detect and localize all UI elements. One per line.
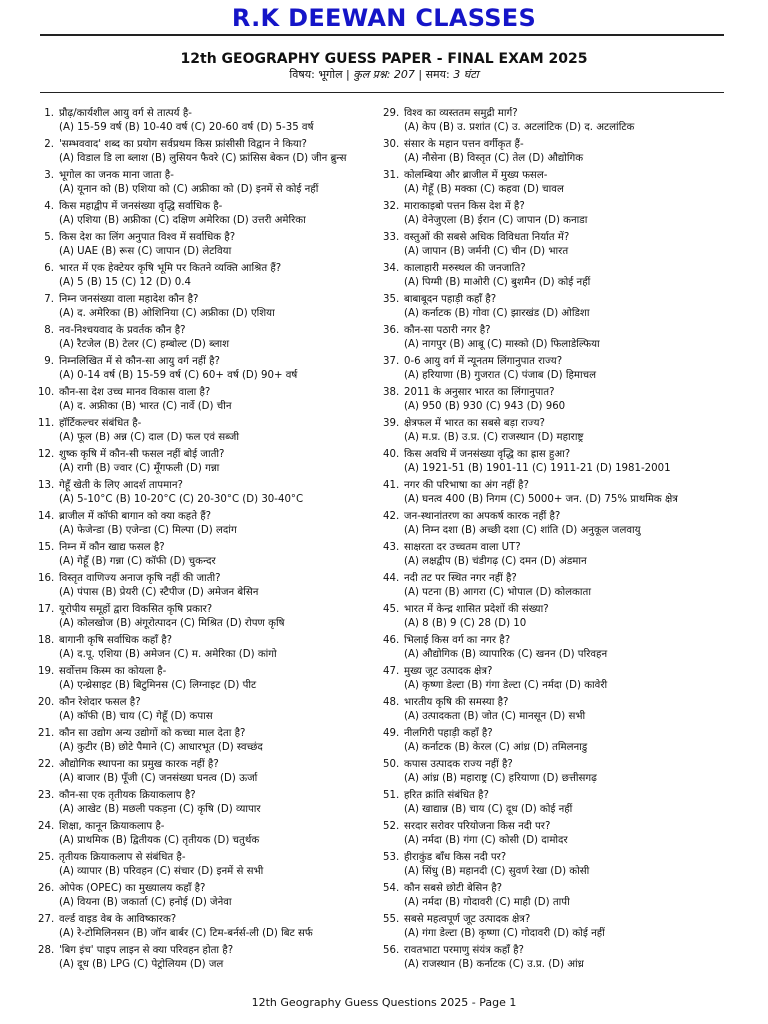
question-number: 28. <box>38 945 55 956</box>
question-text: हीराकुंड बाँध किस नदी पर? <box>404 852 507 863</box>
question-item <box>383 541 728 572</box>
question-number: 55. <box>383 914 400 925</box>
question-item <box>383 789 728 820</box>
question-options: (A) लक्षद्वीप (B) चंडीगढ़ (C) दमन (D) अंडमान <box>404 556 587 567</box>
question-options: (A) 5 (B) 15 (C) 12 (D) 0.4 <box>59 277 191 288</box>
question-options: (A) कोलखोज (B) अंगूरोत्पादन (C) मिश्रित (D) रोपण कृषि <box>59 618 285 629</box>
question-number: 13. <box>38 480 55 491</box>
question-item <box>38 448 373 479</box>
question-text: भारतीय कृषि की समस्या है? <box>404 697 509 708</box>
question-number: 38. <box>383 387 400 398</box>
question-number: 53. <box>383 852 400 863</box>
question-text: निम्नलिखित में से कौन-सा आयु वर्ग नहीं है? <box>59 356 220 367</box>
question-options: (A) हरियाणा (B) गुजरात (C) पंजाब (D) हिमाचल <box>404 370 597 381</box>
question-options: (A) केप (B) उ. प्रशांत (C) उ. अटलांटिक (D) द. अटलांटिक <box>404 122 635 133</box>
question-item <box>38 572 373 603</box>
question-item <box>38 603 373 634</box>
question-text: हॉर्टिकल्चर संबंधित है- <box>59 418 142 429</box>
question-options: (A) घनत्व 400 (B) निगम (C) 5000+ जन. (D) 75% प्राथमिक क्षेत्र <box>404 494 678 505</box>
question-number: 44. <box>383 573 400 584</box>
question-options: (A) UAE (B) रूस (C) जापान (D) लेटविया <box>59 246 232 257</box>
question-text: हरित क्रांति संबंधित है? <box>404 790 489 801</box>
question-number: 4. <box>44 201 54 212</box>
question-options: (A) सिंधु (B) महानदी (C) सुवर्ण रेखा (D) कोसी <box>404 866 590 877</box>
question-number: 21. <box>38 728 55 739</box>
question-number: 8. <box>44 325 54 336</box>
question-item <box>38 200 373 231</box>
question-number: 46. <box>383 635 400 646</box>
total-value: 207 <box>393 68 415 81</box>
question-number: 18. <box>38 635 55 646</box>
question-options: (A) रे-टोमिलिनसन (B) जॉन बार्बर (C) टिम-बर्नर्स-ली (D) बिट सर्फ <box>59 928 313 939</box>
question-item <box>383 727 728 758</box>
question-item <box>383 448 728 479</box>
question-text: सबसे महत्वपूर्ण जूट उत्पादक क्षेत्र? <box>404 914 531 925</box>
question-item <box>383 758 728 789</box>
time-value: 3 घंटा <box>453 68 479 81</box>
question-number: 36. <box>383 325 400 336</box>
question-options: (A) नौसेना (B) विस्तृत (C) तेल (D) औद्योगिक <box>404 153 584 164</box>
question-text: निम्न जनसंख्या वाला महादेश कौन है? <box>59 294 199 305</box>
question-options: (A) राजस्थान (B) कर्नाटक (C) उ.प्र. (D) आंध्र <box>404 959 584 970</box>
question-text: 'सम्भववाद' शब्द का प्रयोग सर्वप्रथम किस फ्रांसीसी विद्वान ने किया? <box>59 139 307 150</box>
question-text: कपास उत्पादक राज्य नहीं है? <box>404 759 513 770</box>
question-item <box>38 541 373 572</box>
question-item <box>383 293 728 324</box>
question-options: (A) फेजेन्डा (B) एजेन्डा (C) मिल्पा (D) लदांग <box>59 525 237 536</box>
question-number: 15. <box>38 542 55 553</box>
question-item <box>38 107 373 138</box>
question-options: (A) विडाल डि ला ब्लाश (B) लुसियन फैवरे (C) फ्रांसिस बेकन (D) जीन ब्रुन्स <box>59 153 347 164</box>
question-number: 22. <box>38 759 55 770</box>
question-number: 5. <box>44 232 54 243</box>
question-number: 32. <box>383 201 400 212</box>
question-item <box>383 882 728 913</box>
question-text: ब्राजील में कॉफी बागान को क्या कहते हैं? <box>59 511 212 522</box>
question-number: 1. <box>44 108 54 119</box>
question-options: (A) वेनेजुएला (B) ईरान (C) जापान (D) कनाडा <box>404 215 588 226</box>
question-text: यूरोपीय समूहों द्वारा विकसित कृषि प्रकार? <box>59 604 213 615</box>
question-item <box>38 696 373 727</box>
question-number: 3. <box>44 170 54 181</box>
question-item <box>38 820 373 851</box>
question-text: शुष्क कृषि में कौन-सी फसल नहीं बोई जाती? <box>59 449 225 460</box>
question-number: 6. <box>44 263 54 274</box>
question-item <box>38 231 373 262</box>
meta-separator: | <box>418 68 426 81</box>
question-options: (A) दूध (B) LPG (C) पेट्रोलियम (D) जल <box>59 959 224 970</box>
question-text: जन-स्थानांतरण का अपकर्ष कारक नहीं है? <box>404 511 561 522</box>
question-item <box>383 324 728 355</box>
question-options: (A) उत्पादकता (B) जोत (C) मानसून (D) सभी <box>404 711 586 722</box>
question-options: (A) नागपुर (B) आबू (C) मास्को (D) फिलाडेल्फिया <box>404 339 600 350</box>
question-text: विश्व का व्यस्ततम समुद्री मार्ग? <box>404 108 518 119</box>
question-item <box>383 851 728 882</box>
question-item <box>383 169 728 200</box>
question-number: 42. <box>383 511 400 522</box>
question-item <box>38 262 373 293</box>
question-text: कौन सा उद्योग अन्य उद्योगों को कच्चा माल देता है? <box>59 728 246 739</box>
question-number: 34. <box>383 263 400 274</box>
question-item <box>38 634 373 665</box>
question-number: 43. <box>383 542 400 553</box>
question-text: निम्न में कौन खाद्य फसल है? <box>59 542 165 553</box>
question-text: औद्योगिक स्थापना का प्रमुख कारक नहीं है? <box>59 759 219 770</box>
question-item <box>383 355 728 386</box>
question-text: कौन-सा देश उच्च मानव विकास वाला है? <box>59 387 211 398</box>
question-options: (A) द. अमेरिका (B) ओशिनिया (C) अफ्रीका (D) एशिया <box>59 308 275 319</box>
question-text: विस्तृत वाणिज्य अनाज कृषि नहीं की जाती? <box>59 573 221 584</box>
question-number: 25. <box>38 852 55 863</box>
question-text: क्षेत्रफल में भारत का सबसे बड़ा राज्य? <box>404 418 545 429</box>
question-item <box>383 634 728 665</box>
question-options: (A) प्राथमिक (B) द्वितीयक (C) तृतीयक (D) चतुर्थक <box>59 835 260 846</box>
question-text: भिलाई किस वर्ग का नगर है? <box>404 635 511 646</box>
question-options: (A) 950 (B) 930 (C) 943 (D) 960 <box>404 401 566 412</box>
question-item <box>383 138 728 169</box>
question-options: (A) 15-59 वर्ष (B) 10-40 वर्ष (C) 20-60 वर्ष (D) 5-35 वर्ष <box>59 122 314 133</box>
time-label: समय: <box>425 68 450 81</box>
question-options: (A) कर्नाटक (B) गोवा (C) झारखंड (D) ओडिशा <box>404 308 590 319</box>
question-options: (A) कॉफी (B) चाय (C) गेहूँ (D) कपास <box>59 711 213 722</box>
question-text: कोलम्बिया और ब्राजील में मुख्य फसल- <box>404 170 548 181</box>
question-text: संसार के महान पत्तन वर्गीकृत हैं- <box>404 139 524 150</box>
question-item <box>38 293 373 324</box>
question-text: वस्तुओं की सबसे अधिक विविधता निर्यात में? <box>404 232 570 243</box>
question-item <box>38 789 373 820</box>
question-options: (A) कुटीर (B) छोटे पैमाने (C) आधारभूत (D) स्वच्छंद <box>59 742 263 753</box>
question-options: (A) 5-10°C (B) 10-20°C (C) 20-30°C (D) 30-40°C <box>59 494 304 505</box>
question-text: कौन-सा एक तृतीयक क्रियाकलाप है? <box>59 790 196 801</box>
question-item <box>383 820 728 851</box>
question-options: (A) गेहूँ (B) मक्का (C) कहवा (D) चावल <box>404 184 564 195</box>
question-item <box>383 913 728 944</box>
question-text: बाबाबूदन पहाड़ी कहाँ है? <box>404 294 497 305</box>
question-item <box>38 727 373 758</box>
question-text: नव-निश्चयवाद के प्रवर्तक कौन है? <box>59 325 186 336</box>
paper-title: 12th GEOGRAPHY GUESS PAPER - FINAL EXAM 2025 <box>180 51 588 67</box>
question-number: 56. <box>383 945 400 956</box>
question-text: किस देश का लिंग अनुपात विश्व में सर्वाधिक है? <box>59 232 236 243</box>
question-options: (A) बाजार (B) पूँजी (C) जनसंख्या घनत्व (D) ऊर्जा <box>59 773 258 784</box>
question-options: (A) पटना (B) आगरा (C) भोपाल (D) कोलकाता <box>404 587 591 598</box>
question-text: नदी तट पर स्थित नगर नहीं है? <box>404 573 517 584</box>
question-column-right <box>383 107 728 975</box>
question-options: (A) नर्मदा (B) गंगा (C) कोसी (D) दामोदर <box>404 835 568 846</box>
question-text: भारत में एक हेक्टेयर कृषि भूमि पर कितने व्यक्ति आश्रित हैं? <box>59 263 282 274</box>
title-divider <box>40 92 724 93</box>
question-options: (A) यूनान को (B) एशिया को (C) अफ्रीका को (D) इनमें से कोई नहीं <box>59 184 319 195</box>
question-options: (A) रागी (B) ज्वार (C) मूँगफली (D) गन्ना <box>59 463 220 474</box>
question-item <box>383 944 728 975</box>
question-options: (A) एन्थ्रेसाइट (B) बिटुमिनस (C) लिग्नाइट (D) पीट <box>59 680 257 691</box>
question-number: 39. <box>383 418 400 429</box>
question-item <box>38 386 373 417</box>
question-text: तृतीयक क्रियाकलाप से संबंधित है- <box>59 852 186 863</box>
question-text: सरदार सरोवर परियोजना किस नदी पर? <box>404 821 551 832</box>
question-options: (A) आंध्र (B) महाराष्ट्र (C) हरियाणा (D) छत्तीसगढ़ <box>404 773 597 784</box>
question-number: 12. <box>38 449 55 460</box>
question-number: 31. <box>383 170 400 181</box>
question-item <box>383 665 728 696</box>
question-item <box>383 231 728 262</box>
question-number: 10. <box>38 387 55 398</box>
question-options: (A) द. अफ्रीका (B) भारत (C) नार्वे (D) चीन <box>59 401 232 412</box>
question-number: 23. <box>38 790 55 801</box>
question-text: भूगोल का जनक माना जाता है- <box>59 170 174 181</box>
question-item <box>38 944 373 975</box>
question-options: (A) म.प्र. (B) उ.प्र. (C) राजस्थान (D) महाराष्ट्र <box>404 432 584 443</box>
question-options: (A) 0-14 वर्ष (B) 15-59 वर्ष (C) 60+ वर्ष (D) 90+ वर्ष <box>59 370 298 381</box>
question-item <box>383 696 728 727</box>
question-text: कौन सबसे छोटी बेसिन है? <box>404 883 503 894</box>
question-text: किस महाद्वीप में जनसंख्या वृद्धि सर्वाधिक है- <box>59 201 223 212</box>
question-number: 29. <box>383 108 400 119</box>
question-item <box>38 324 373 355</box>
question-text: वर्ल्ड वाइड वेब के आविष्कारक? <box>59 914 177 925</box>
question-item <box>38 510 373 541</box>
question-number: 19. <box>38 666 55 677</box>
question-text: भारत में केन्द्र शासित प्रदेशों की संख्या? <box>404 604 549 615</box>
question-number: 45. <box>383 604 400 615</box>
question-number: 50. <box>383 759 400 770</box>
question-text: गेहूँ खेती के लिए आदर्श तापमान? <box>59 480 183 491</box>
question-item <box>383 262 728 293</box>
question-options: (A) 8 (B) 9 (C) 28 (D) 10 <box>404 618 527 629</box>
question-item <box>383 107 728 138</box>
question-number: 54. <box>383 883 400 894</box>
question-number: 33. <box>383 232 400 243</box>
question-number: 40. <box>383 449 400 460</box>
question-options: (A) पिग्मी (B) माओरी (C) बुशमैन (D) कोई नहीं <box>404 277 591 288</box>
question-options: (A) कृष्णा डेल्टा (B) गंगा डेल्टा (C) नर्मदा (D) कावेरी <box>404 680 608 691</box>
question-text: बागानी कृषि सर्वाधिक कहाँ है? <box>59 635 173 646</box>
question-text: 2011 के अनुसार भारत का लिंगानुपात? <box>404 387 555 398</box>
question-text: साक्षरता दर उच्चतम वाला UT? <box>404 542 521 553</box>
question-number: 20. <box>38 697 55 708</box>
question-options: (A) कर्नाटक (B) केरल (C) आंध्र (D) तमिलनाडु <box>404 742 588 753</box>
subject-value: भूगोल <box>318 68 343 81</box>
question-text: कालाहारी मरुस्थल की जनजाति? <box>404 263 526 274</box>
question-number: 52. <box>383 821 400 832</box>
question-options: (A) व्यापार (B) परिवहन (C) संचार (D) इनमें से सभी <box>59 866 264 877</box>
question-number: 49. <box>383 728 400 739</box>
page-footer: 12th Geography Guess Questions 2025 - Page 1 <box>251 996 517 1009</box>
question-column-left <box>38 107 373 975</box>
question-text: 'बिग इंच' पाइप लाइन से क्या परिवहन होता है? <box>59 945 234 956</box>
question-text: ओपेक (OPEC) का मुख्यालय कहाँ है? <box>59 883 206 894</box>
question-item <box>38 479 373 510</box>
total-label: कुल प्रश्न: <box>353 68 391 81</box>
question-item <box>383 572 728 603</box>
question-item <box>38 913 373 944</box>
question-item <box>38 758 373 789</box>
question-number: 37. <box>383 356 400 367</box>
question-number: 48. <box>383 697 400 708</box>
question-item <box>38 169 373 200</box>
question-text: नीलगिरी पहाड़ी कहाँ है? <box>404 728 493 739</box>
question-item <box>383 417 728 448</box>
question-text: रावतभाटा परमाणु संयंत्र कहाँ है? <box>404 945 524 956</box>
question-text: कौन रेशेदार फसल है? <box>59 697 141 708</box>
question-number: 24. <box>38 821 55 832</box>
question-number: 35. <box>383 294 400 305</box>
question-options: (A) जापान (B) जर्मनी (C) चीन (D) भारत <box>404 246 569 257</box>
question-text: प्रौढ़/कार्यशील आयु वर्ग से तात्पर्य है- <box>59 108 192 119</box>
question-options: (A) 1921-51 (B) 1901-11 (C) 1911-21 (D) 1981-2001 <box>404 463 671 474</box>
question-number: 27. <box>38 914 55 925</box>
question-options: (A) फूल (B) अन्न (C) दाल (D) फल एवं सब्जी <box>59 432 239 443</box>
question-text: मुख्य जूट उत्पादक क्षेत्र? <box>404 666 493 677</box>
question-number: 30. <box>383 139 400 150</box>
question-text: 0-6 आयु वर्ग में न्यूनतम लिंगानुपात राज्य? <box>404 356 563 367</box>
meta-separator: | <box>346 68 354 81</box>
question-options: (A) खाद्यान्न (B) चाय (C) दूध (D) कोई नहीं <box>404 804 573 815</box>
question-options: (A) गेहूँ (B) गन्ना (C) कॉफी (D) चुकन्दर <box>59 556 216 567</box>
question-item <box>38 882 373 913</box>
question-number: 7. <box>44 294 54 305</box>
question-item <box>38 417 373 448</box>
question-number: 16. <box>38 573 55 584</box>
question-options: (A) आखेट (B) मछली पकड़ना (C) कृषि (D) व्यापार <box>59 804 261 815</box>
subject-label: विषय: <box>289 68 315 81</box>
question-options: (A) नर्मदा (B) गोदावरी (C) माही (D) तापी <box>404 897 570 908</box>
question-options: (A) रैटजेल (B) टेलर (C) हम्बोल्ट (D) ब्लाश <box>59 339 230 350</box>
header-divider <box>40 34 724 36</box>
question-options: (A) द.पू. एशिया (B) अमेजन (C) म. अमेरिका (D) कांगो <box>59 649 277 660</box>
brand-title: R.K DEEWAN CLASSES <box>231 4 537 32</box>
question-item <box>383 386 728 417</box>
question-text: शिक्षा, कानून क्रियाकलाप है- <box>59 821 165 832</box>
question-text: सर्वोत्तम किस्म का कोयला है- <box>59 666 167 677</box>
question-text: नगर की परिभाषा का अंग नहीं है? <box>404 480 529 491</box>
question-options: (A) वियना (B) जकार्ता (C) हनोई (D) जेनेवा <box>59 897 232 908</box>
question-item <box>38 355 373 386</box>
question-options: (A) गंगा डेल्टा (B) कृष्णा (C) गोदावरी (D) कोई नहीं <box>404 928 605 939</box>
question-options: (A) निम्न दशा (B) अच्छी दशा (C) शांति (D) अनुकूल जलवायु <box>404 525 641 536</box>
question-number: 11. <box>38 418 55 429</box>
question-item <box>383 479 728 510</box>
question-item <box>38 665 373 696</box>
question-item <box>38 851 373 882</box>
question-options: (A) औद्योगिक (B) व्यापारिक (C) खनन (D) परिवहन <box>404 649 608 660</box>
question-item <box>383 200 728 231</box>
question-number: 17. <box>38 604 55 615</box>
question-number: 2. <box>44 139 54 150</box>
question-number: 14. <box>38 511 55 522</box>
question-number: 51. <box>383 790 400 801</box>
question-options: (A) पंपास (B) प्रेयरी (C) स्टैपीज (D) अमेजन बेसिन <box>59 587 259 598</box>
question-number: 9. <box>44 356 54 367</box>
question-item <box>383 603 728 634</box>
question-item <box>383 510 728 541</box>
question-text: कौन-सा पठारी नगर है? <box>404 325 491 336</box>
question-text: माराकाइबो पत्तन किस देश में है? <box>404 201 525 212</box>
paper-meta <box>0 68 768 82</box>
question-number: 26. <box>38 883 55 894</box>
question-item <box>38 138 373 169</box>
question-options: (A) एशिया (B) अफ्रीका (C) दक्षिण अमेरिका (D) उत्तरी अमेरिका <box>59 215 306 226</box>
question-text: किस अवधि में जनसंख्या वृद्धि का ह्रास हुआ? <box>404 449 571 460</box>
question-number: 41. <box>383 480 400 491</box>
question-number: 47. <box>383 666 400 677</box>
